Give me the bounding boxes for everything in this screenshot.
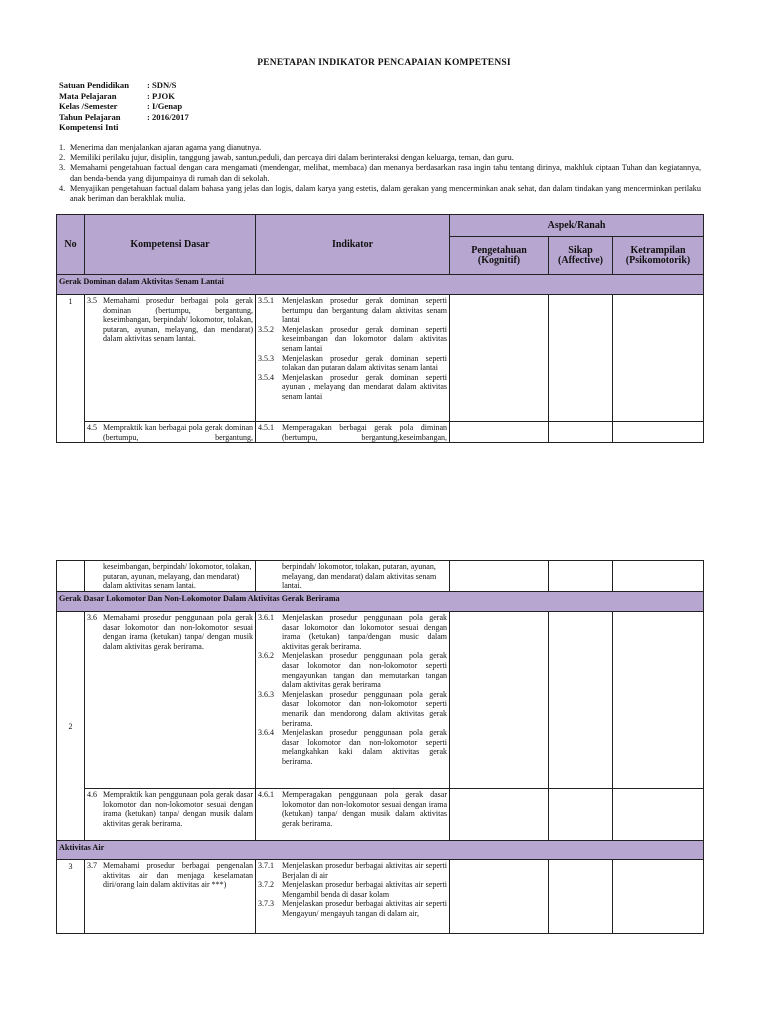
pengetahuan-cell <box>450 612 549 789</box>
sikap-cell <box>549 789 613 841</box>
list-number: 1. <box>59 143 66 152</box>
meta-value: : SDN/S <box>147 80 177 90</box>
meta-key: Satuan Pendidikan <box>59 80 129 90</box>
ketrampilan-cell <box>613 860 704 934</box>
list-item <box>59 163 701 183</box>
indicator-cell: 3.7.1 Menjelaskan prosedur berbagai aktivitas air seperti Berjalan di air 3.7.2 Menjelaskan prosedur berbagai aktivitas air seperti Mengambil benda di dasar kolam 3.7.3 Menjelaskan prosedur berbagai aktivitas air seperti Mengayun/ mengayuh tangan di dalam air, <box>256 860 450 934</box>
section-row: Aktivitas Air <box>57 841 704 860</box>
table-row <box>57 561 704 592</box>
list-number: 3. <box>59 163 66 173</box>
kompetensi-inti-list <box>59 143 701 204</box>
col-header-no: No <box>57 215 85 275</box>
indicator-cell: 4.6.1 Memperagakan penggunaan pola gerak dasar lokomotor dan non-lokomotor sesuai dengan irama (ketukan) tanpa/ dengan musik dalam aktivitas gerak berirama. <box>256 789 450 841</box>
sikap-cell <box>549 612 613 789</box>
meta-row <box>59 101 189 112</box>
indicator-cell: berpindah/ lokomotor, tolakan, putaran, ayunan, melayang, dan mendarat) dalam aktivitas senam lantai. <box>256 561 450 592</box>
pengetahuan-cell <box>450 561 549 592</box>
meta-value: : 2016/2017 <box>147 111 189 122</box>
meta-value: : PJOK <box>147 90 175 101</box>
kd-cell: 3.6 Memahami prosedur penggunaan pola gerak dasar lokomotor dan non-lokomotor sesuai dengan irama (ketukan) tanpa/ dengan musik dalam aktivitas gerak berirama. <box>85 612 256 789</box>
list-item <box>59 143 701 153</box>
indicator-table-page-2 <box>56 560 704 934</box>
list-number: 4. <box>59 183 66 193</box>
col-header-aspek: Aspek/Ranah <box>450 215 704 237</box>
meta-value: : I/Genap <box>147 101 183 112</box>
meta-row <box>59 80 189 91</box>
table-row <box>57 422 704 443</box>
col-header-indikator: Indikator <box>256 215 450 275</box>
list-item <box>59 184 701 204</box>
col-header-kd: Kompetensi Dasar <box>85 215 256 275</box>
list-text: Memiliki perilaku jujur, disiplin, tanggung jawab, santun,peduli, dan percaya diri dalam berinteraksi dengan keluarga, teman, dan guru. <box>70 153 514 163</box>
pengetahuan-cell <box>450 422 549 443</box>
ketrampilan-cell <box>613 295 704 422</box>
sikap-cell <box>549 860 613 934</box>
kd-cell: 4.5 Mempraktik kan berbagai pola gerak dominan (bertumpu, bergantung, <box>85 422 256 443</box>
sikap-cell <box>549 561 613 592</box>
list-number: 2. <box>59 153 66 163</box>
meta-key: Tahun Pelajaran <box>59 111 121 122</box>
list-text: Menerima dan menjalankan ajaran agama yang dianutnya. <box>70 143 262 152</box>
indicator-cell: 3.5.1 Menjelaskan prosedur gerak dominan seperti bertumpu dan bergantung dalam aktivitas senam lantai 3.5.2 Menjelaskan prosedur gerak dominan seperti keseimbangan dan lokomotor dalam aktivitas senam lantai 3.5.3 Menjelaskan prosedur gerak dominan seperti tolakan dan putaran dalam aktivitas senam lantai 3.5.4 Menjelaskan prosedur gerak dominan seperti ayunan , melayang dan mendarat dalam aktivitas senam lantai <box>256 295 450 422</box>
ketrampilan-cell <box>613 612 704 789</box>
ketrampilan-cell <box>613 561 704 592</box>
ketrampilan-cell <box>613 789 704 841</box>
col-header-ketrampilan: Ketrampilan (Psikomotorik) <box>613 237 704 275</box>
ketrampilan-cell <box>613 422 704 443</box>
sikap-cell <box>549 295 613 422</box>
list-text: Menyajikan pengetahuan factual dalam bahasa yang jelas dan logis, dalam karya yang estetis, dalam gerakan yang mencerminkan anak sehat, dan dalam tindakan yang mencerminkan perilaku anak beriman dan berakhlak mulia. <box>70 183 701 204</box>
kd-cell: 4.6 Mempraktik kan penggunaan pola gerak dasar lokomotor dan non-lokomotor sesuai dengan irama (ketukan) tanpa/ dengan musik dalam aktivitas gerak berirama. <box>85 789 256 841</box>
meta-key: Mata Pelajaran <box>59 90 117 101</box>
pengetahuan-cell <box>450 789 549 841</box>
meta-key: Kelas /Semester <box>59 101 118 112</box>
table-row <box>57 295 704 422</box>
pengetahuan-cell <box>450 860 549 934</box>
meta-key: Kompetensi Inti <box>59 122 119 133</box>
row-number <box>57 561 85 592</box>
col-header-pengetahuan: Pengetahuan (Kognitif) <box>450 237 549 275</box>
list-item <box>59 153 701 163</box>
meta-row <box>59 112 189 123</box>
kd-cell: keseimbangan, berpindah/ lokomotor, tolakan, putaran, ayunan, melayang, dan mendarat) dalam aktivitas senam lantai. <box>85 561 256 592</box>
indicator-cell: 4.5.1 Memperagakan berbagai gerak pola diminan (bertumpu, bergantung,keseimbangan, <box>256 422 450 443</box>
document-title: PENETAPAN INDIKATOR PENCAPAIAN KOMPETENSI <box>257 58 511 68</box>
meta-row <box>59 91 189 102</box>
kd-cell: 3.7 Memahami prosedur berbagai pengenalan aktivitas air dan menjaga keselamatan diri/orang lain dalam aktivitas air ***) <box>85 860 256 934</box>
row-number: 2 <box>57 612 85 841</box>
row-number: 3 <box>57 860 85 934</box>
list-text: Memahami pengetahuan factual dengan cara mengamati (mendengar, melihat, membaca) dan menanya berdasarkan rasa ingin tahu tentang dirinya, makhluk ciptaan Tuhan dan kegiatannya, dan benda-benda yang dijumpainya di rumah dan di sekolah. <box>70 163 701 183</box>
section-row: Gerak Dasar Lokomotor Dan Non-Lokomotor Dalam Aktivitas Gerak Berirama <box>57 592 704 612</box>
sikap-cell <box>549 422 613 443</box>
indicator-cell: 3.6.1 Menjelaskan prosedur penggunaan pola gerak dasar lokomotor dan lokomotor sesuai dengan irama (ketukan) tanpa/dengan music dalam aktivitas gerak berirama. 3.6.2 Menjelaskan prosedur penggunaan pola gerak dasar lokomotor dan non-lokomotor seperti mengayunkan tangan dan memutarkan tangan dalam aktivitas gerak berirama 3.6.3 Menjelaskan prosedur penggunaan pola gerak dasar lokomotor dan non-lokomotor seperti menarik dan mendorong dalam aktivitas gerak berirama. 3.6.4 Menjelaskan prosedur penggunaan pola gerak dasar lokomotor dan non-lokomotor seperti melangkahkan kaki dalam aktivitas gerak berirama. <box>256 612 450 789</box>
row-number: 1 <box>57 295 85 443</box>
kd-cell: 3.5 Memahami prosedur berbagai pola gerak dominan (bertumpu, bergantung, keseimbangan, berpindah/ lokomotor, tolakan, putaran, ayunan, melayang, dan mendarat) dalam aktivitas senam lantai. <box>85 295 256 422</box>
col-header-sikap: Sikap (Affective) <box>549 237 613 275</box>
table-row <box>57 860 704 934</box>
meta-row <box>59 122 189 133</box>
table-row <box>57 612 704 789</box>
pengetahuan-cell <box>450 295 549 422</box>
section-row: Gerak Dominan dalam Aktivitas Senam Lantai <box>57 275 704 295</box>
identity-block <box>59 80 189 133</box>
indicator-table-page-1 <box>56 214 704 443</box>
table-row <box>57 789 704 841</box>
